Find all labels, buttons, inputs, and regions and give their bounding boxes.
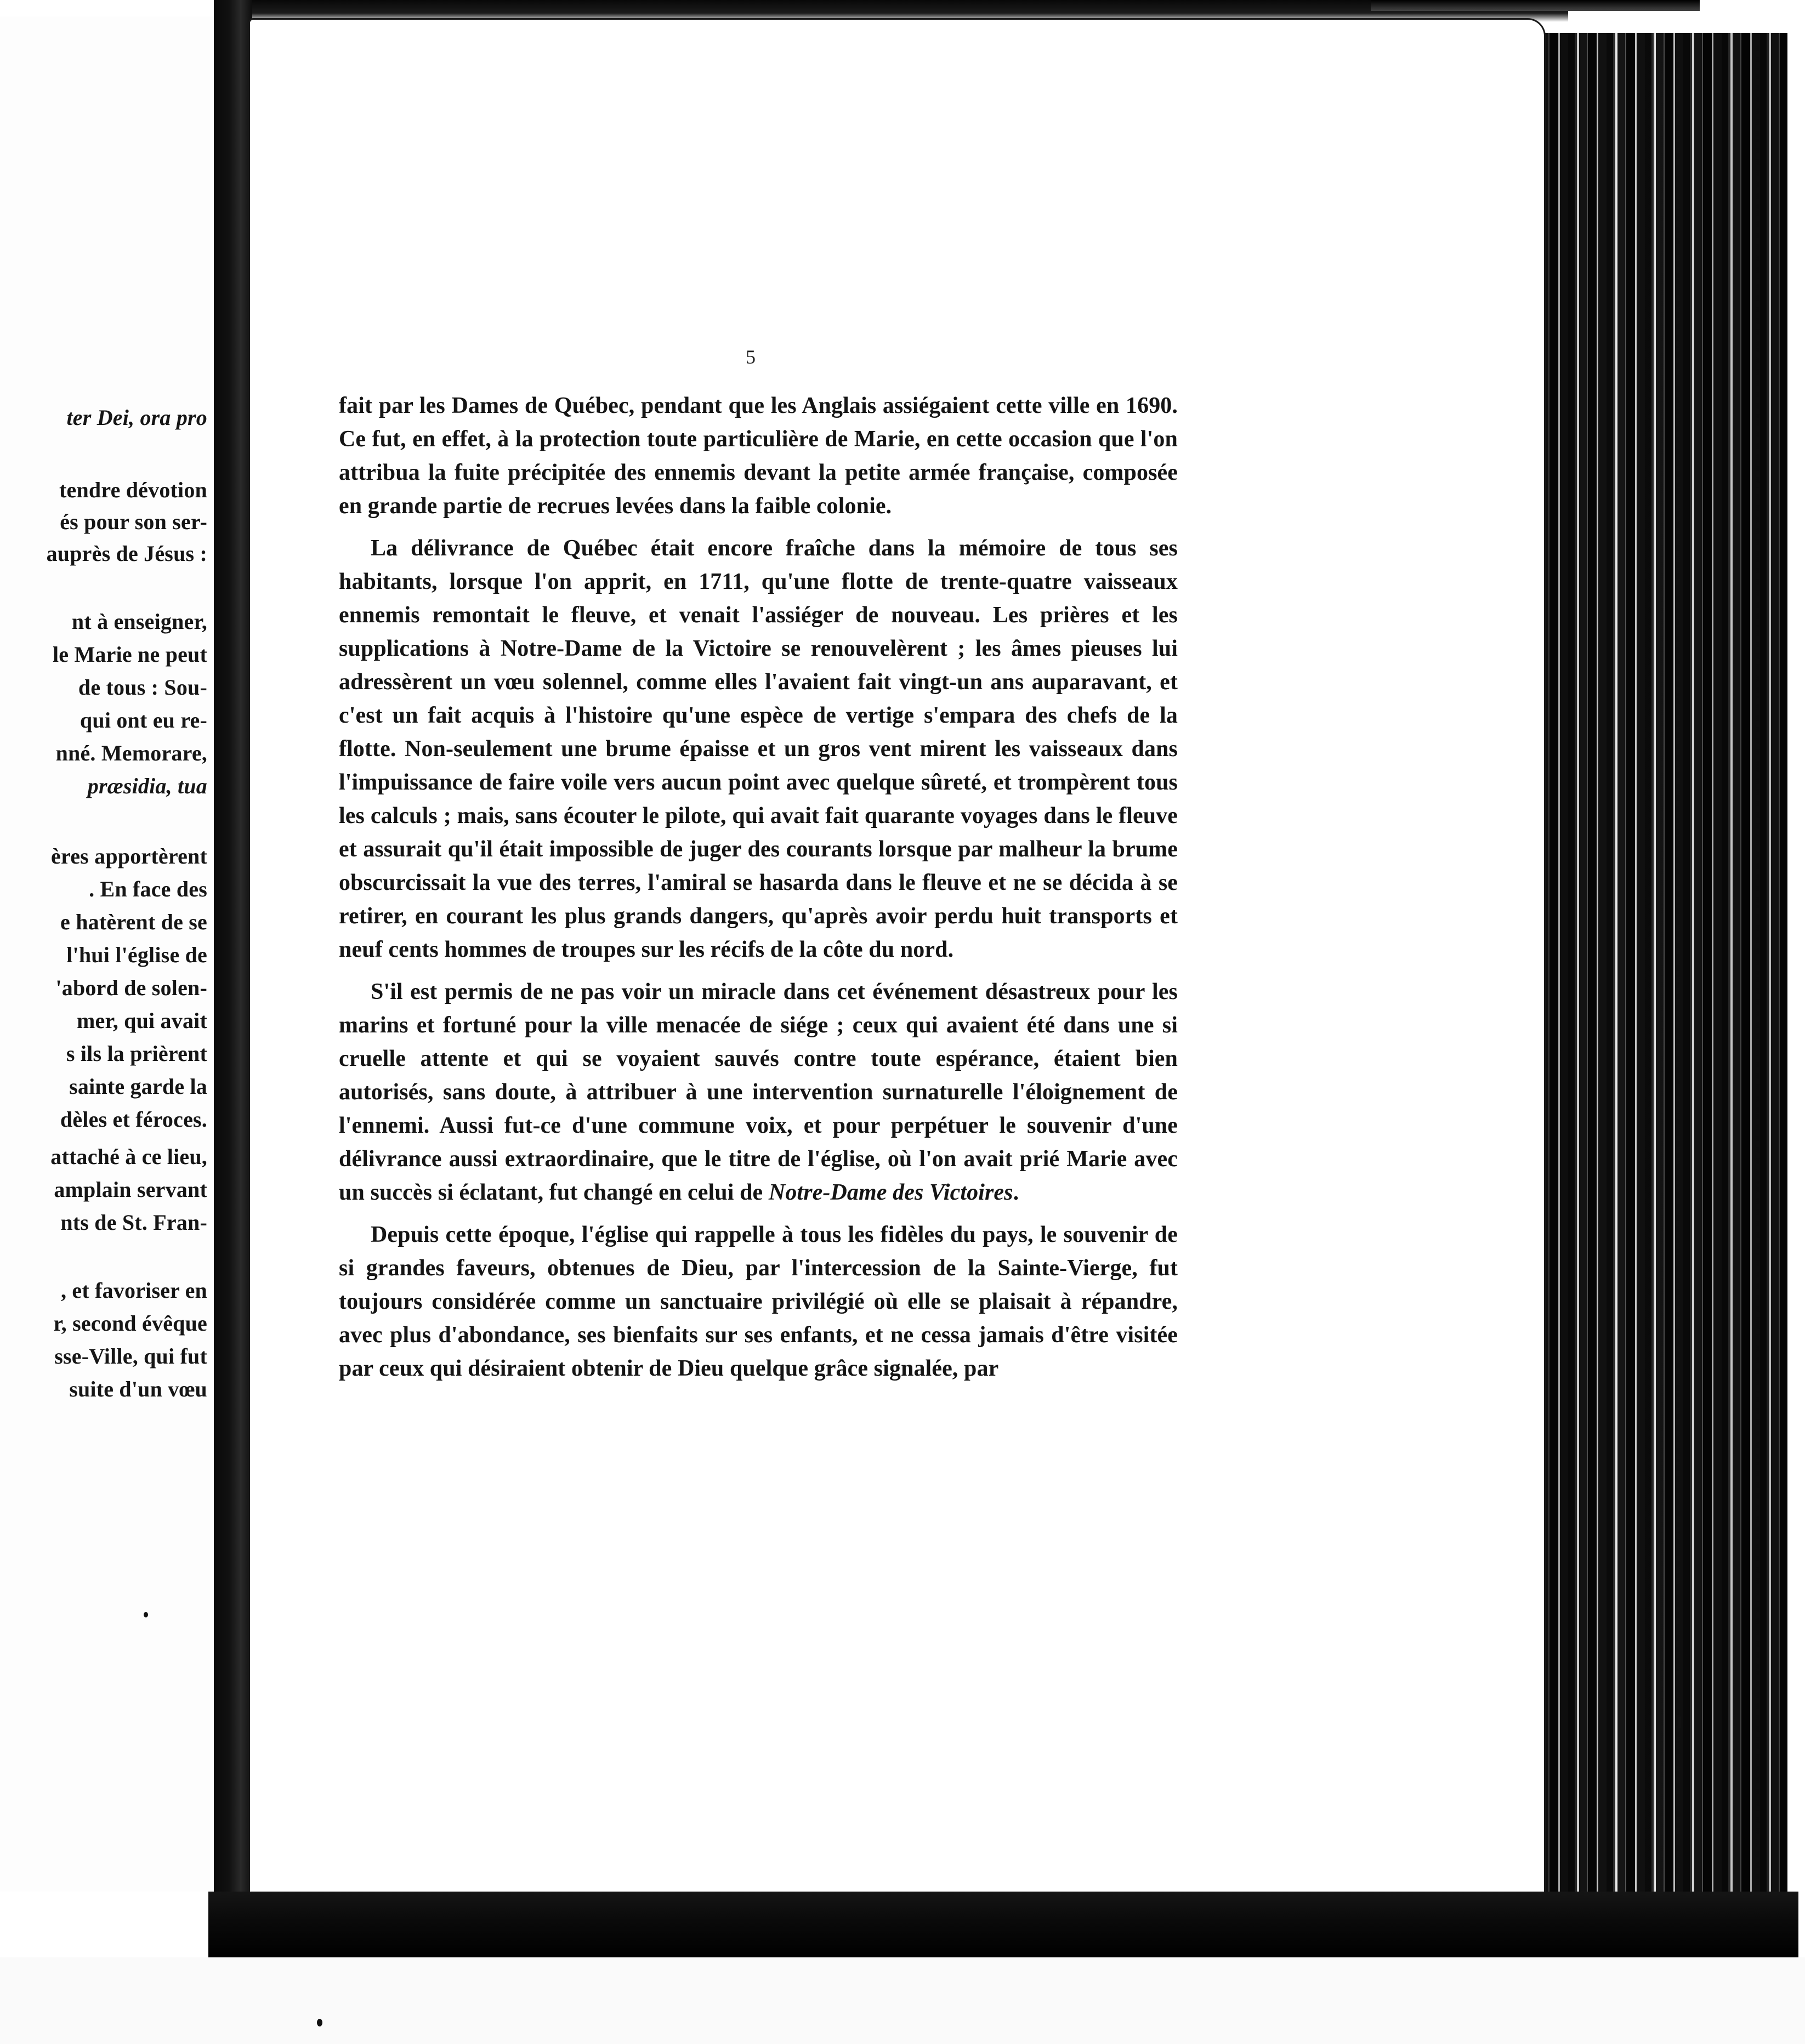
left-page-line: dèles et féroces. bbox=[60, 1107, 207, 1132]
bottom-margin-strip bbox=[0, 1957, 1805, 2044]
paragraph-4 bbox=[339, 1218, 1178, 1386]
top-edge-shadow-right bbox=[1371, 0, 1700, 11]
paragraph-1 bbox=[339, 389, 1178, 523]
left-page-line: ter Dei, ora pro bbox=[66, 405, 207, 430]
paragraph-text: fait par les Dames de Québec, pendant que les Anglais assiégaient cette ville en 1690. Ce fut, en effet, à la protection toute particulière de Marie, en cette occasion que l'on attribua la fuite précipitée des ennemis devant la petite armée française, composée en grande partie de recrues levées dans la faible colonie. bbox=[339, 393, 1178, 519]
left-page-line: , et favoriser en bbox=[60, 1278, 207, 1303]
left-page-line: suite d'un vœu bbox=[69, 1377, 207, 1401]
page-number: 5 bbox=[746, 346, 756, 368]
scan-speck bbox=[317, 2019, 322, 2026]
left-page-fragment bbox=[0, 16, 214, 1892]
left-page-line: præsidia, tua bbox=[87, 774, 207, 798]
paragraph-text: La délivrance de Québec était encore fraîche dans la mémoire de tous ses habitants, lorsque l'on apprit, en 1711, qu'une flotte de trente-quatre vaisseaux ennemis remontait le fleuve, et venait l'assiéger de nouveau. Les prières et les supplications à Notre-Dame de la Victoire se renouvelèrent ; les âmes pieuses lui adressèrent un vœu solennel, comme elles l'avaient fait vingt-un ans auparavant, et c'est un fait acquis à l'histoire qu'une espèce de vertige s'empara des chefs de la flotte. Non-seulement une brume épaisse et un gros vent mirent les vaisseaux dans l'impuissance de faire voile vers aucun point avec quelque sûreté, et trompèrent tous les calculs ; mais, sans écouter le pilote, qui avait fait quarante voyages dans le fleuve et assurait qu'il était impossible de juger des courants lorsque par malheur la brume obscurcissait la vue des terres, l'amiral se hasarda dans le fleuve et ne se décida à se retirer, en courant les plus grands dangers, qu'après avoir perdu huit transports et neuf cents hommes de troupes sur les récifs de la côte du nord. bbox=[339, 536, 1178, 962]
left-page-line: le Marie ne peut bbox=[52, 642, 207, 667]
left-page-line: nné. Memorare, bbox=[55, 741, 207, 765]
left-page-line: auprès de Jésus : bbox=[46, 541, 207, 566]
left-page-line: sse-Ville, qui fut bbox=[54, 1344, 207, 1369]
left-page-line: attaché à ce lieu, bbox=[50, 1144, 207, 1169]
left-page-line: l'hui l'église de bbox=[66, 942, 207, 967]
left-page-line: tendre dévotion bbox=[59, 478, 207, 502]
left-page-line: e hatèrent de se bbox=[60, 910, 207, 934]
left-page-line: ères apportèrent bbox=[51, 844, 207, 868]
left-page-line: r, second évêque bbox=[53, 1311, 207, 1336]
page-edges-shade bbox=[1530, 33, 1787, 1930]
left-page-line: qui ont eu re- bbox=[80, 708, 207, 733]
left-page-line: 'abord de solen- bbox=[55, 975, 207, 1000]
left-page-line: nt à enseigner, bbox=[71, 609, 207, 634]
left-page-line: és pour son ser- bbox=[60, 509, 207, 534]
book-gutter bbox=[214, 0, 252, 2044]
church-name-italic: Notre-Dame des Victoires bbox=[768, 1180, 1013, 1205]
scan-speck bbox=[1678, 1716, 1681, 1728]
body-text bbox=[339, 389, 1178, 1394]
paragraph-text: Depuis cette époque, l'église qui rappelle à tous les fidèles du pays, le souvenir de si grandes faveurs, obtenues de Dieu, par l'intercession de la Sainte-Vierge, fut toujours considérée comme un sanctuaire privilégié où elle se plaisait à répandre, avec plus d'abondance, ses bienfaits sur ses enfants, et ne cessa jamais d'être visitée par ceux qui désiraient obtenir de Dieu quelque grâce signalée, par bbox=[339, 1222, 1178, 1381]
paragraph-text: . bbox=[1013, 1180, 1019, 1205]
right-margin-strip bbox=[1787, 0, 1805, 2044]
bottom-edge-shadow bbox=[208, 1892, 1798, 1957]
paragraph-2 bbox=[339, 532, 1178, 967]
left-page-line: mer, qui avait bbox=[77, 1008, 207, 1033]
paragraph-3 bbox=[339, 975, 1178, 1210]
left-page-line: de tous : Sou- bbox=[78, 675, 207, 700]
left-page-line: nts de St. Fran- bbox=[60, 1210, 207, 1235]
left-page-line: sainte garde la bbox=[69, 1074, 207, 1099]
paragraph-text: S'il est permis de ne pas voir un miracle dans cet événement désastreux pour les marins et fortuné pour la ville menacée de siége ; ceux qui avaient été dans une si cruelle attente et qui se voyaient sauvés contre toute espérance, étaient bien autorisés, sans doute, à attribuer à une intervention surnaturelle l'éloignement de l'ennemi. Aussi fut-ce d'une commune voix, et pour perpétuer le souvenir d'une délivrance aussi extraordinaire, que le titre de l'église, où l'on avait prié Marie avec un succès si éclatant, fut changé en celui de bbox=[339, 979, 1178, 1205]
left-page-line: amplain servant bbox=[54, 1177, 207, 1202]
left-page-line: . En face des bbox=[89, 877, 207, 901]
scan-speck bbox=[144, 1612, 148, 1617]
left-page-line: s ils la prièrent bbox=[66, 1041, 207, 1066]
